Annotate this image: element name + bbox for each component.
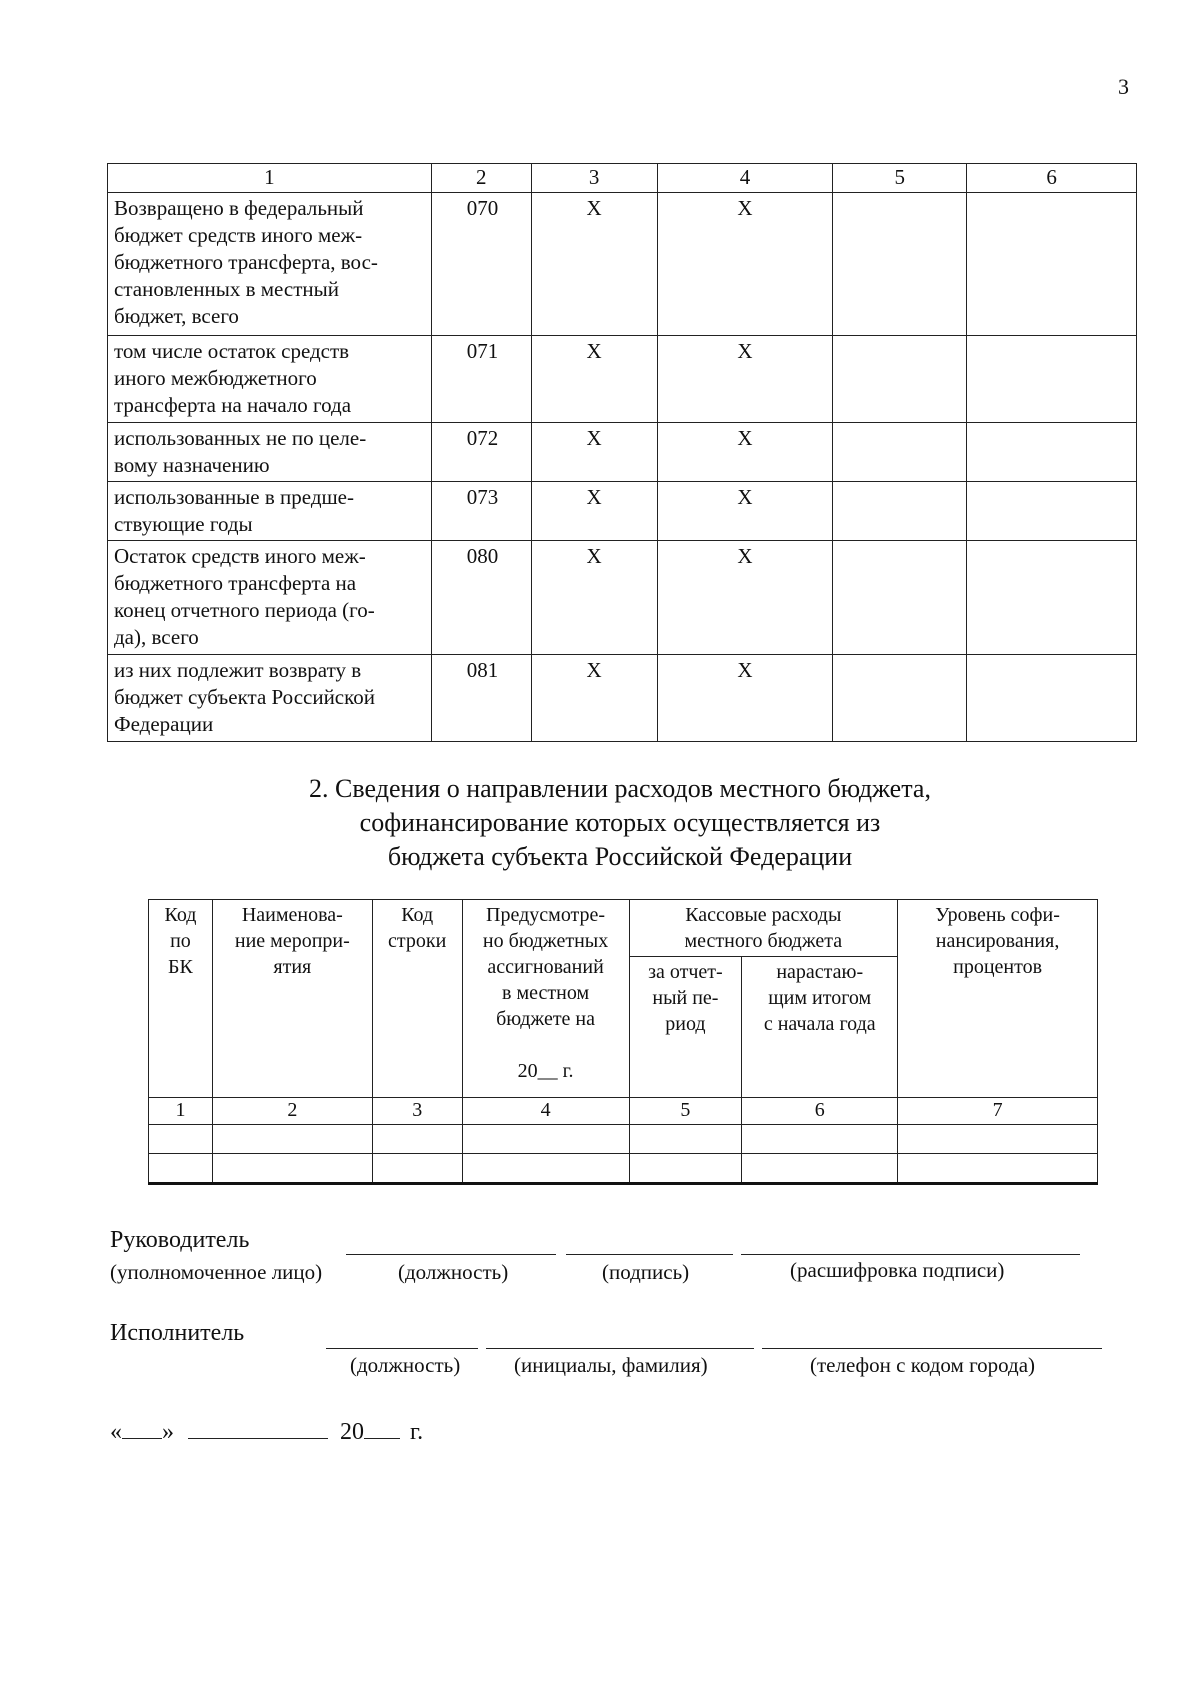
row-label-line: бюджет субъекта Российской xyxy=(114,685,376,709)
date-close-quote: » xyxy=(162,1419,174,1445)
cell-empty xyxy=(742,1154,898,1184)
header-line: за отчет- xyxy=(648,961,723,983)
cell-x: X xyxy=(531,541,657,655)
row-label-line: бюджет средств иного меж- xyxy=(114,223,363,247)
row-code: 081 xyxy=(431,655,531,742)
row-label-line: использованные в предше- xyxy=(114,485,354,509)
page-number: 3 xyxy=(1118,74,1129,99)
row-label-line: использованных не по целе- xyxy=(114,426,367,450)
exec-position-line xyxy=(326,1348,478,1349)
cell-empty xyxy=(967,423,1137,482)
year-blank xyxy=(364,1438,400,1439)
table-row xyxy=(108,336,1137,423)
row-label-line: бюджетного трансферта, вос- xyxy=(114,250,378,274)
col-header: 4 xyxy=(657,164,833,193)
col-header-level xyxy=(898,900,1098,1098)
header-line: с начала года xyxy=(763,1013,876,1035)
cell-x: X xyxy=(657,336,833,423)
row-label-line: том числе остаток средств xyxy=(114,339,350,363)
cell-empty xyxy=(372,1154,462,1184)
row-label-line: из них подлежит возврату в xyxy=(114,658,362,682)
column-number-row xyxy=(149,1098,1098,1125)
col-header-period xyxy=(629,957,742,1098)
col-number: 5 xyxy=(629,1098,742,1125)
row-label-line: бюджетного трансферта на xyxy=(114,571,357,595)
col-header: 2 xyxy=(431,164,531,193)
section-title-line: 2. Сведения о направлении расходов местного бюджета, xyxy=(309,774,931,803)
header-line: ассигнований xyxy=(487,956,604,978)
header-line: Кассовые расходы xyxy=(685,904,842,926)
date-year: 20 xyxy=(340,1419,364,1445)
cell-x: X xyxy=(657,193,833,336)
col-header: 6 xyxy=(967,164,1137,193)
header-line: Код xyxy=(401,904,434,926)
head-name-line xyxy=(741,1254,1080,1255)
cell-x: X xyxy=(531,423,657,482)
row-label xyxy=(108,423,432,482)
cell-x: X xyxy=(531,482,657,541)
row-label xyxy=(108,336,432,423)
budget-transfer-table xyxy=(107,163,1137,742)
cell-empty xyxy=(898,1125,1098,1154)
cell-x: X xyxy=(531,193,657,336)
cell-empty xyxy=(742,1125,898,1154)
col-number: 3 xyxy=(372,1098,462,1125)
month-blank xyxy=(188,1438,328,1439)
header-line: нарастаю- xyxy=(776,961,864,983)
col-header-kod-bk xyxy=(149,900,213,1098)
row-label xyxy=(108,541,432,655)
exec-label: Исполнитель xyxy=(110,1320,245,1346)
col-header-planned xyxy=(462,900,629,1098)
cell-empty xyxy=(833,541,967,655)
col-header-kod-stroki xyxy=(372,900,462,1098)
cell-empty xyxy=(462,1125,629,1154)
cell-empty xyxy=(462,1154,629,1184)
header-line: щим итогом xyxy=(768,987,872,1009)
cell-empty xyxy=(833,336,967,423)
row-label-line: бюджет, всего xyxy=(114,304,239,328)
row-label-line: трансферта на начало года xyxy=(114,393,352,417)
header-line: ятия xyxy=(273,956,312,978)
row-label-line: да), всего xyxy=(114,625,199,649)
head-signature-line xyxy=(566,1254,733,1255)
exec-name-line xyxy=(486,1348,754,1349)
row-label xyxy=(108,193,432,336)
table-row xyxy=(108,541,1137,655)
col-header: 3 xyxy=(531,164,657,193)
day-blank xyxy=(122,1438,162,1439)
date-suffix: г. xyxy=(410,1419,424,1445)
row-label-line: Федерации xyxy=(114,712,214,736)
row-label-line: Остаток средств иного меж- xyxy=(114,544,366,568)
header-line: ние меропри- xyxy=(234,930,350,952)
row-code: 080 xyxy=(431,541,531,655)
exec-position-caption: (должность) xyxy=(350,1353,461,1377)
cell-x: X xyxy=(531,655,657,742)
header-line: БК xyxy=(168,956,193,978)
header-line: но бюджетных xyxy=(482,930,609,952)
table-header-row xyxy=(108,164,1137,193)
head-position-line xyxy=(346,1254,556,1255)
cell-x: X xyxy=(657,482,833,541)
date-line xyxy=(110,1419,423,1446)
cell-empty xyxy=(898,1154,1098,1184)
col-number: 1 xyxy=(149,1098,213,1125)
cell-empty xyxy=(629,1125,742,1154)
exec-phone-line xyxy=(762,1348,1102,1349)
header-line: риод xyxy=(665,1013,706,1035)
table-row xyxy=(108,423,1137,482)
col-number: 4 xyxy=(462,1098,629,1125)
section-title-line: бюджета субъекта Российской Федерации xyxy=(387,842,853,871)
table-row xyxy=(108,655,1137,742)
col-number: 2 xyxy=(212,1098,372,1125)
head-position-caption: (должность) xyxy=(398,1260,509,1284)
cofinancing-table xyxy=(148,899,1098,1185)
cell-empty xyxy=(967,482,1137,541)
row-label-line: становленных в местный xyxy=(114,277,339,301)
cell-empty xyxy=(833,193,967,336)
cell-x: X xyxy=(657,541,833,655)
row-label-line: ствующие годы xyxy=(114,512,253,536)
cell-empty xyxy=(629,1154,742,1184)
table-row xyxy=(108,482,1137,541)
row-code: 071 xyxy=(431,336,531,423)
col-header-name xyxy=(212,900,372,1098)
table-header-row xyxy=(149,900,1098,957)
header-line: процентов xyxy=(953,956,1043,978)
col-header: 1 xyxy=(108,164,432,193)
cell-empty xyxy=(212,1154,372,1184)
row-label xyxy=(108,655,432,742)
header-line: ный пе- xyxy=(652,987,719,1009)
cell-x: X xyxy=(531,336,657,423)
cell-x: X xyxy=(657,423,833,482)
exec-name-caption: (инициалы, фамилия) xyxy=(514,1353,708,1377)
table-row xyxy=(108,193,1137,336)
row-label xyxy=(108,482,432,541)
section-title-line: софинансирование которых осуществляется из xyxy=(359,808,881,837)
head-name-caption: (расшифровка подписи) xyxy=(790,1258,1005,1282)
row-label-line: конец отчетного периода (го- xyxy=(114,598,375,622)
cell-x: X xyxy=(657,655,833,742)
row-code: 072 xyxy=(431,423,531,482)
cell-empty xyxy=(833,482,967,541)
row-label-line: Возвращено в федеральный xyxy=(114,196,364,220)
head-sub-caption: (уполномоченное лицо) xyxy=(110,1260,323,1284)
table-row xyxy=(149,1125,1098,1154)
table-row xyxy=(149,1154,1098,1184)
row-code: 070 xyxy=(431,193,531,336)
col-number: 7 xyxy=(898,1098,1098,1125)
cell-empty xyxy=(212,1125,372,1154)
col-header-cumulative xyxy=(742,957,898,1098)
cell-empty xyxy=(967,193,1137,336)
col-number: 6 xyxy=(742,1098,898,1125)
cell-empty xyxy=(833,423,967,482)
header-line: Наименова- xyxy=(241,904,343,926)
col-header-cash xyxy=(629,900,898,957)
header-line: Код xyxy=(164,904,197,926)
header-line: Предусмотре- xyxy=(486,904,606,926)
header-line: по xyxy=(170,930,191,952)
section-title xyxy=(0,772,1200,874)
cell-empty xyxy=(967,336,1137,423)
header-line: нансирования, xyxy=(935,930,1060,952)
header-line: бюджете на xyxy=(496,1008,596,1030)
exec-phone-caption: (телефон с кодом города) xyxy=(810,1353,1036,1377)
header-line: Уровень софи- xyxy=(935,904,1060,926)
row-label-line: вому назначению xyxy=(114,453,270,477)
head-label: Руководитель xyxy=(110,1227,250,1253)
col-header: 5 xyxy=(833,164,967,193)
row-code: 073 xyxy=(431,482,531,541)
cell-empty xyxy=(149,1125,213,1154)
header-line: в местном xyxy=(502,982,590,1004)
header-line: местного бюджета xyxy=(684,930,843,952)
date-open-quote: « xyxy=(110,1419,122,1445)
cell-empty xyxy=(967,541,1137,655)
cell-empty xyxy=(967,655,1137,742)
cell-empty xyxy=(372,1125,462,1154)
header-line: строки xyxy=(388,930,447,952)
head-signature-caption: (подпись) xyxy=(602,1260,690,1284)
cell-empty xyxy=(833,655,967,742)
cell-empty xyxy=(149,1154,213,1184)
header-year: 20__ г. xyxy=(517,1060,574,1082)
row-label-line: иного межбюджетного xyxy=(114,366,317,390)
